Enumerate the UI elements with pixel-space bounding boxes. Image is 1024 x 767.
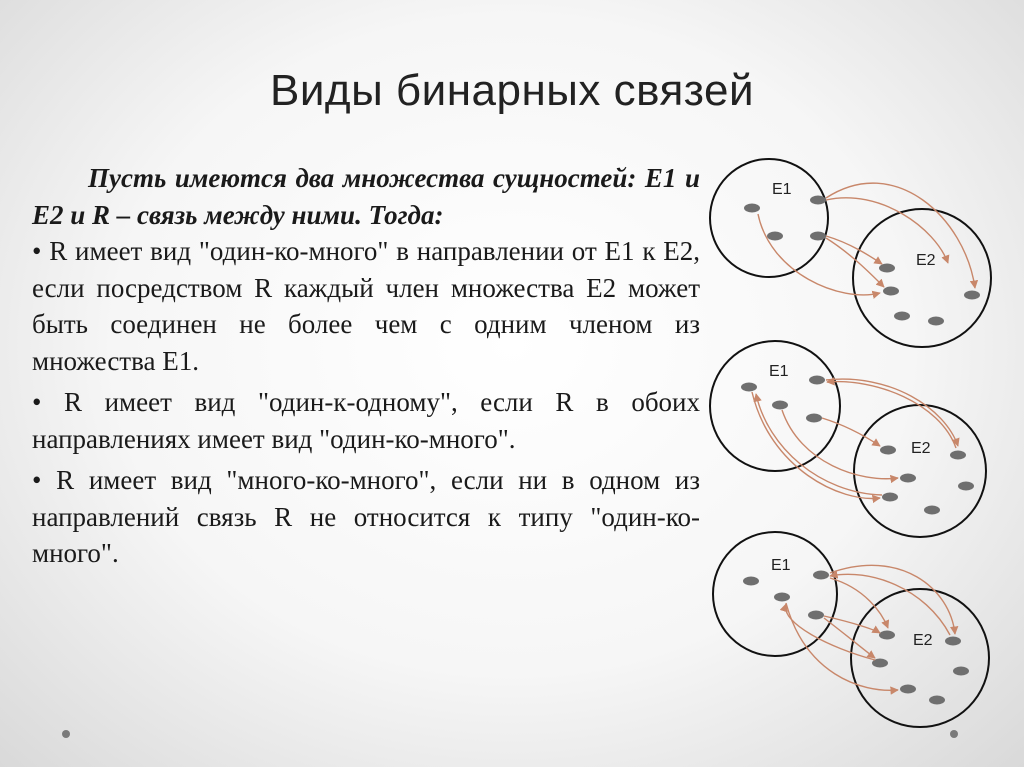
entity-dot	[928, 317, 944, 326]
nav-dot-left	[62, 730, 70, 738]
relation-arrow	[752, 392, 880, 498]
e1-label: E1	[771, 557, 791, 574]
entity-dot	[806, 414, 822, 423]
slide-body	[32, 160, 700, 572]
entity-dot	[809, 376, 825, 385]
set-e2-circle	[854, 405, 986, 537]
relation-arrow	[830, 565, 955, 634]
entity-dot	[810, 196, 826, 205]
entity-dot	[743, 577, 759, 586]
entity-dot	[808, 611, 824, 620]
entity-dot	[945, 637, 961, 646]
relation-arrow	[826, 236, 882, 264]
entity-dot	[953, 667, 969, 676]
entity-dot	[813, 571, 829, 580]
entity-dot	[810, 232, 826, 241]
entity-dot	[924, 506, 940, 515]
entity-dot	[882, 493, 898, 502]
set-e1-circle	[710, 159, 828, 277]
bullet-many-to-many: • R имеет вид "много-ко-много", если ни в одном из направлений связь R не относится к типу "один-ко-много".	[32, 465, 700, 568]
entity-dot	[958, 482, 974, 491]
bullet-one-to-many: • R имеет вид "один-ко-много" в направлении от E1 к E2, если посредством R каждый член множества E2 может быть соединен не более чем с одним членом из множества E1.	[32, 236, 700, 376]
entity-dot	[879, 264, 895, 273]
bullet-one-to-one: • R имеет вид "один-к-одному", если R в обоих направлениях имеет вид "один-ко-много".	[32, 387, 700, 454]
relation-arrow	[758, 214, 880, 295]
relation-arrow	[830, 574, 950, 635]
relation-arrow	[822, 418, 880, 446]
diagram-one-to-many	[710, 159, 991, 347]
entity-dot	[900, 685, 916, 694]
e1-label: E1	[772, 181, 792, 198]
diagram-one-to-one	[710, 341, 986, 537]
set-e2-circle	[853, 209, 991, 347]
e2-label: E2	[911, 440, 931, 457]
entity-dot	[883, 287, 899, 296]
set-e2-circle	[851, 589, 989, 727]
relationship-diagrams	[700, 148, 1010, 738]
entity-dot	[929, 696, 945, 705]
e1-label: E1	[769, 363, 789, 380]
entity-dot	[900, 474, 916, 483]
set-e1-circle	[713, 532, 837, 656]
nav-dot-right	[950, 730, 958, 738]
entity-dot	[767, 232, 783, 241]
intro-paragraph: Пусть имеются два множества сущностей: E1 и E2 и R – связь между ними. Тогда:	[32, 163, 700, 230]
entity-dot	[964, 291, 980, 300]
entity-dot	[772, 401, 788, 410]
entity-dot	[880, 446, 896, 455]
e2-label: E2	[916, 252, 936, 269]
entity-dot	[879, 631, 895, 640]
relation-arrow	[826, 379, 958, 446]
relation-arrow	[826, 183, 975, 288]
slide-title: Виды бинарных связей	[269, 66, 755, 115]
e2-label: E2	[913, 632, 933, 649]
entity-dot	[744, 204, 760, 213]
entity-dot	[950, 451, 966, 460]
diagram-many-to-many	[713, 532, 989, 727]
entity-dot	[741, 383, 757, 392]
entity-dot	[894, 312, 910, 321]
relation-arrow	[756, 394, 882, 495]
entity-dot	[774, 593, 790, 602]
